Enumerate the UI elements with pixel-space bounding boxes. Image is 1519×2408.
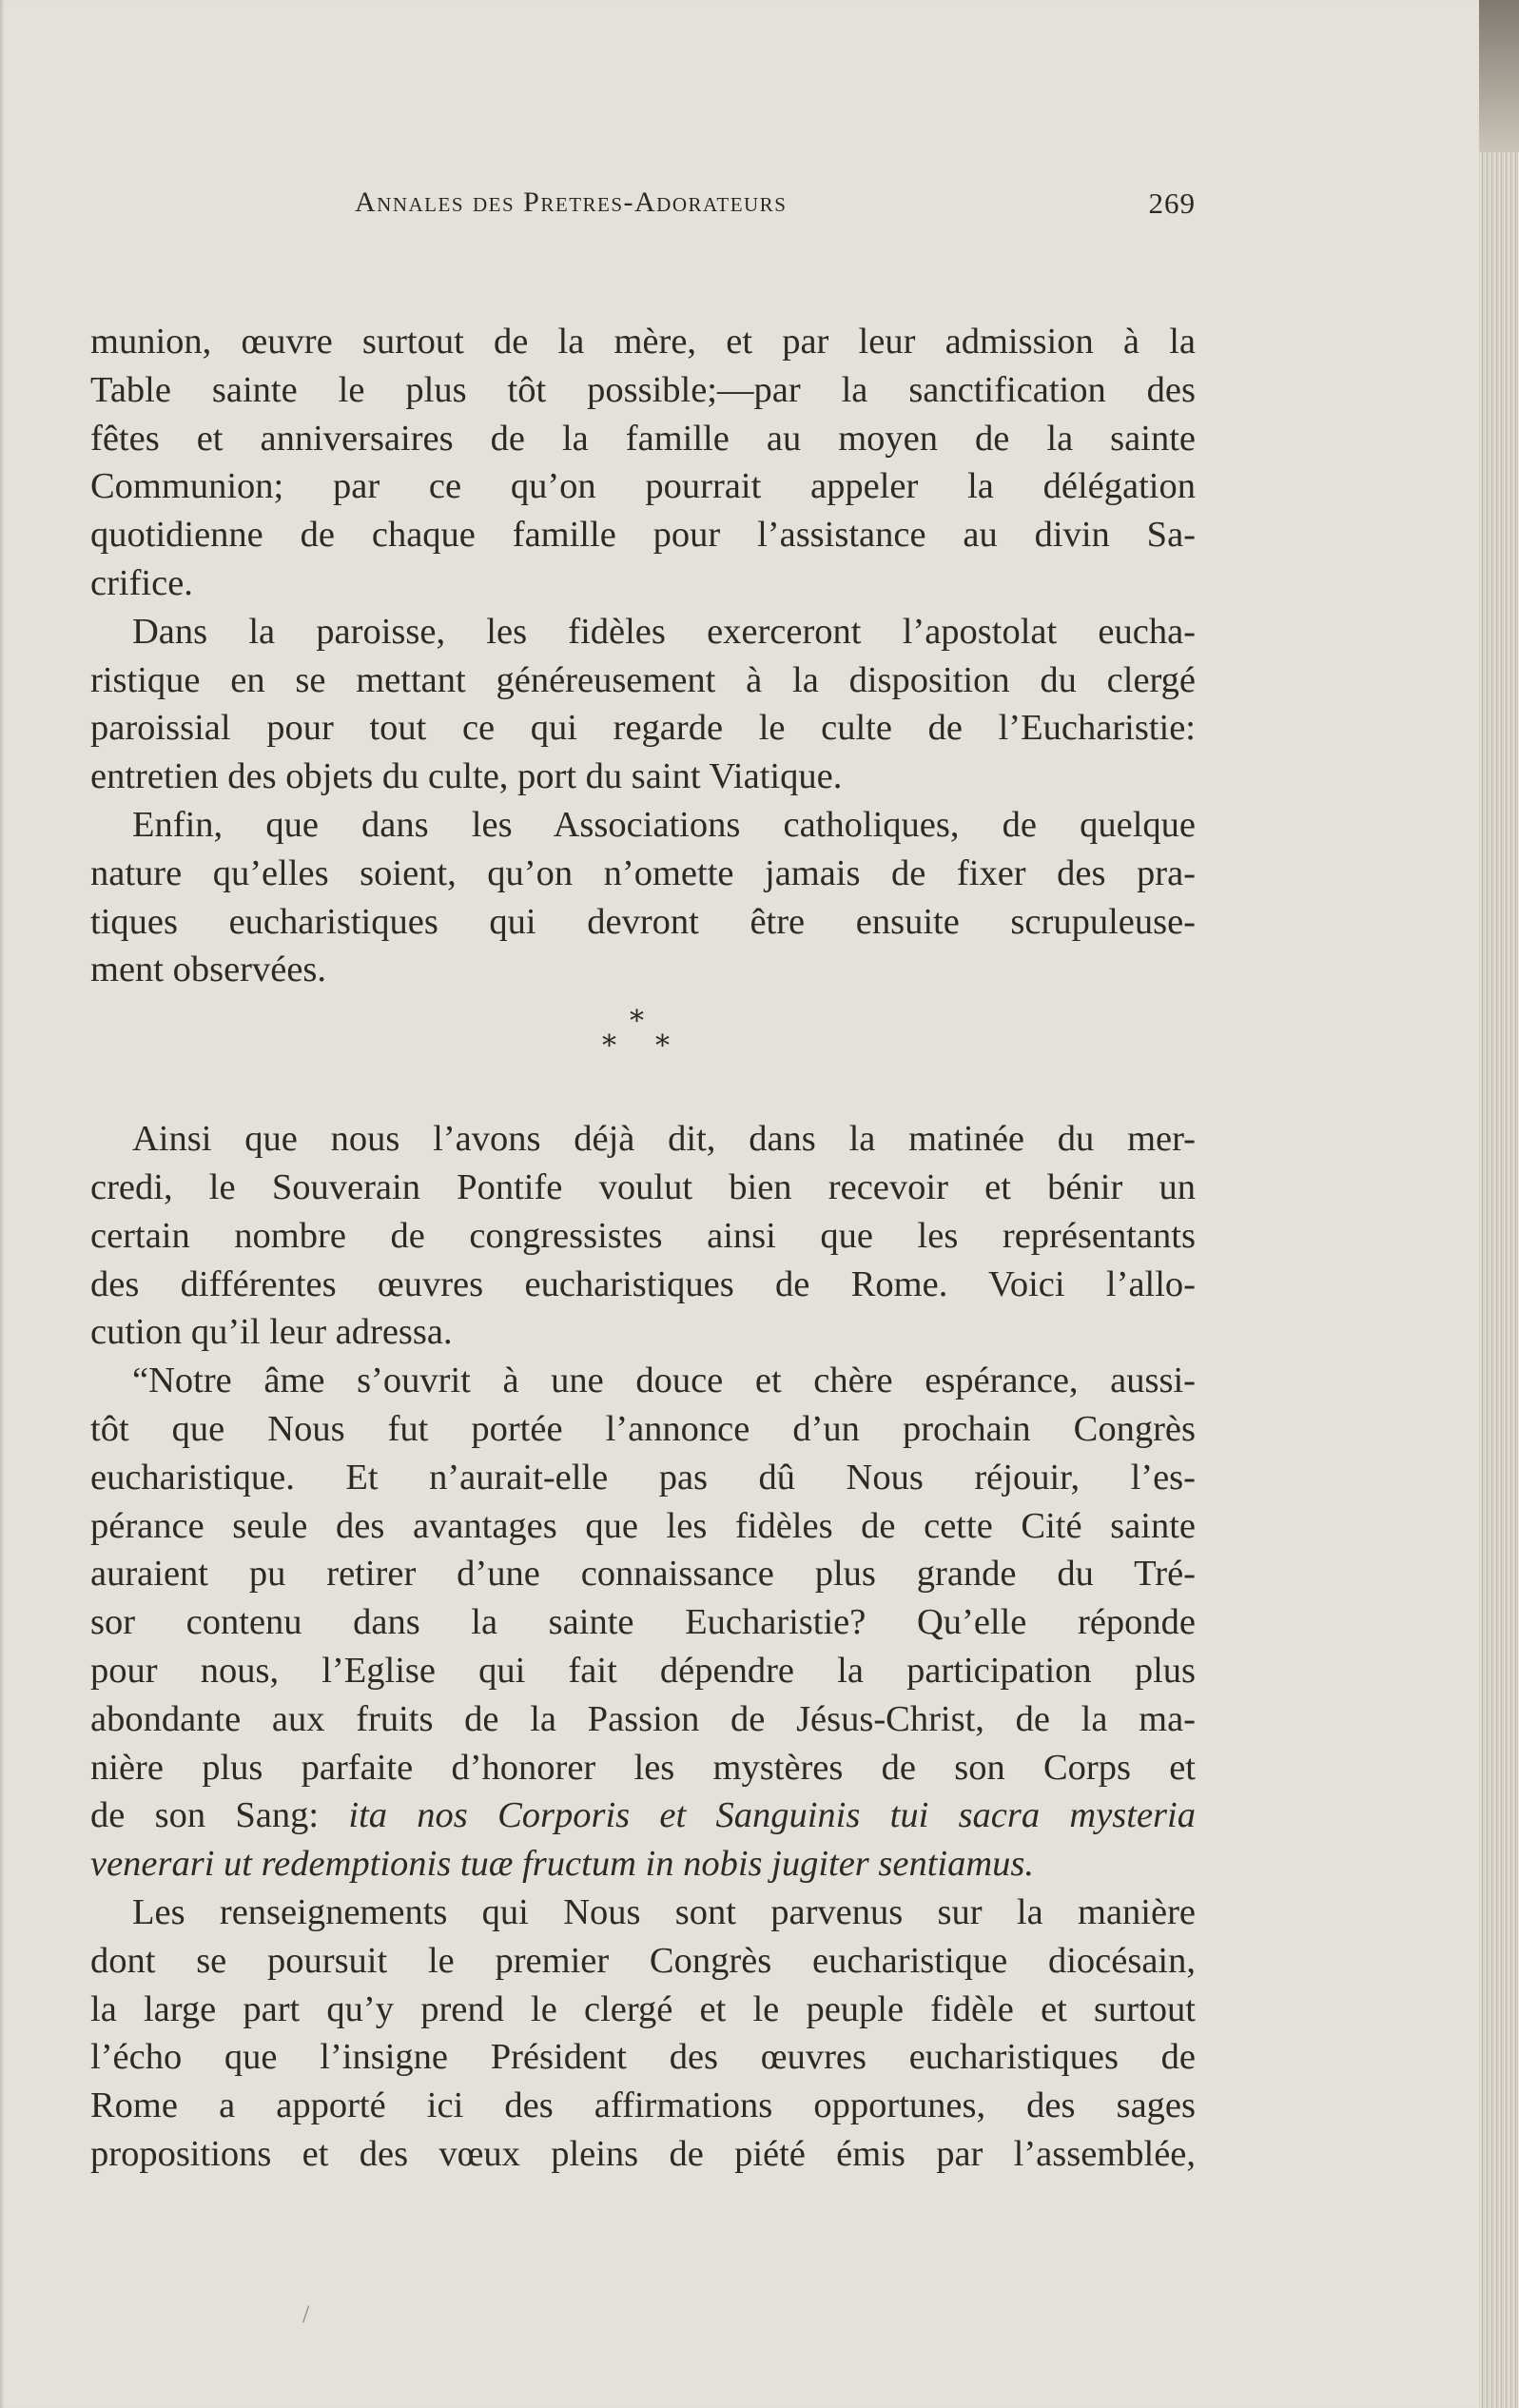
page-edge [1479,0,1519,2408]
text-line: la large part qu’y prend le clergé et le peuple fidèle et surtout [90,1988,1196,2029]
text-line: nière plus parfaite d’honorer les mystères de son Corps et [90,1747,1196,1788]
text-line: pérance seule des avantages que les fidèles de cette Cité sainte [90,1505,1196,1546]
text-line: Rome a apporté ici des affirmations opportunes, des sages [90,2085,1196,2126]
text-line: certain nombre de congressistes ainsi que les représentants [90,1215,1196,1256]
paragraph [90,1889,1196,2179]
text-line: tiques eucharistiques qui devront être ensuite scrupuleuse- [90,901,1196,942]
text-line: Table sainte le plus tôt possible;—par la sanctification des [90,369,1196,410]
running-title: Annales des Pretres-Adorateurs [355,186,788,218]
text-line: tôt que Nous fut portée l’annonce d’un prochain Congrès [90,1408,1196,1449]
paragraph [90,1357,1196,1889]
stray-pencil-mark: / [302,2300,310,2328]
paragraph [90,1115,1196,1357]
text-line: des différentes œuvres eucharistiques de Rome. Voici l’allo- [90,1263,1196,1304]
paragraph [90,608,1196,801]
text-line: Ainsi que nous l’avons déjà dit, dans la matinée du mer- [132,1119,1196,1160]
text-line: Les renseignements qui Nous sont parvenus sur la manière [132,1891,1196,1932]
text-line: cution qu’il leur adressa. [90,1312,453,1353]
text-line: Enfin, que dans les Associations catholiques, de quelque [132,804,1196,845]
body-text [90,318,1196,2179]
paragraph [90,318,1196,608]
text-line: nature qu’elles soient, qu’on n’omette jamais de fixer des pra- [90,852,1196,893]
text-line: l’écho que l’insigne Président des œuvres eucharistiques de [90,2037,1196,2078]
text-line: entretien des objets du culte, port du saint Viatique. [90,756,843,797]
running-header [90,186,1196,225]
text-line: eucharistique. Et n’aurait-elle pas dû Nous réjouir, l’es- [90,1457,1196,1498]
text-line: sor contenu dans la sainte Eucharistie? Qu’elle réponde [90,1602,1196,1643]
text-line [90,1791,1196,1840]
asterisk-icon: * [602,1029,616,1064]
asterism-separator [90,994,1196,1115]
page-edge-shadow [1479,0,1519,152]
text-line: dont se poursuit le premier Congrès eucharistique diocésain, [90,1940,1196,1981]
page-number: 269 [1148,186,1196,220]
text-line: ristique en se mettant généreusement à la disposition du clergé [90,659,1196,700]
paragraph [90,801,1196,994]
text-line: fêtes et anniversaires de la famille au moyen de la sainte [90,418,1196,459]
text-line: auraient pu retirer d’une connaissance plus grande du Tré- [90,1554,1196,1595]
text-line: pour nous, l’Eglise qui fait dépendre la participation plus [90,1650,1196,1691]
text-line: “Notre âme s’ouvrit à une douce et chère espérance, aussi- [132,1361,1196,1401]
text-line: propositions et des vœux pleins de piété émis par l’assemblée, [90,2133,1196,2174]
text-line: abondante aux fruits de la Passion de Jésus-Christ, de la ma- [90,1698,1196,1739]
text-line: Dans la paroisse, les fidèles exerceront l’apostolat eucha- [132,611,1196,652]
latin-lead: de son Sang: [90,1795,349,1836]
latin-quote: venerari ut redemptionis tuæ fructum in nobis jugiter sentiamus. [90,1844,1035,1885]
text-line: crifice. [90,562,193,603]
text-line: quotidienne de chaque famille pour l’assistance au divin Sa- [90,515,1196,556]
text-line: ment observées. [90,949,327,990]
asterisk-icon: * [655,1029,670,1064]
text-line: paroissial pour tout ce qui regarde le culte de l’Eucharistie: [90,708,1196,749]
asterisk-icon: * [630,1005,644,1039]
latin-quote: ita nos Corporis et Sanguinis tui sacra mysteria [348,1795,1196,1836]
text-line: Communion; par ce qu’on pourrait appeler la délégation [90,466,1196,507]
text-line: munion, œuvre surtout de la mère, et par leur admission à la [90,322,1196,362]
text-line: credi, le Souverain Pontife voulut bien recevoir et bénir un [90,1166,1196,1207]
